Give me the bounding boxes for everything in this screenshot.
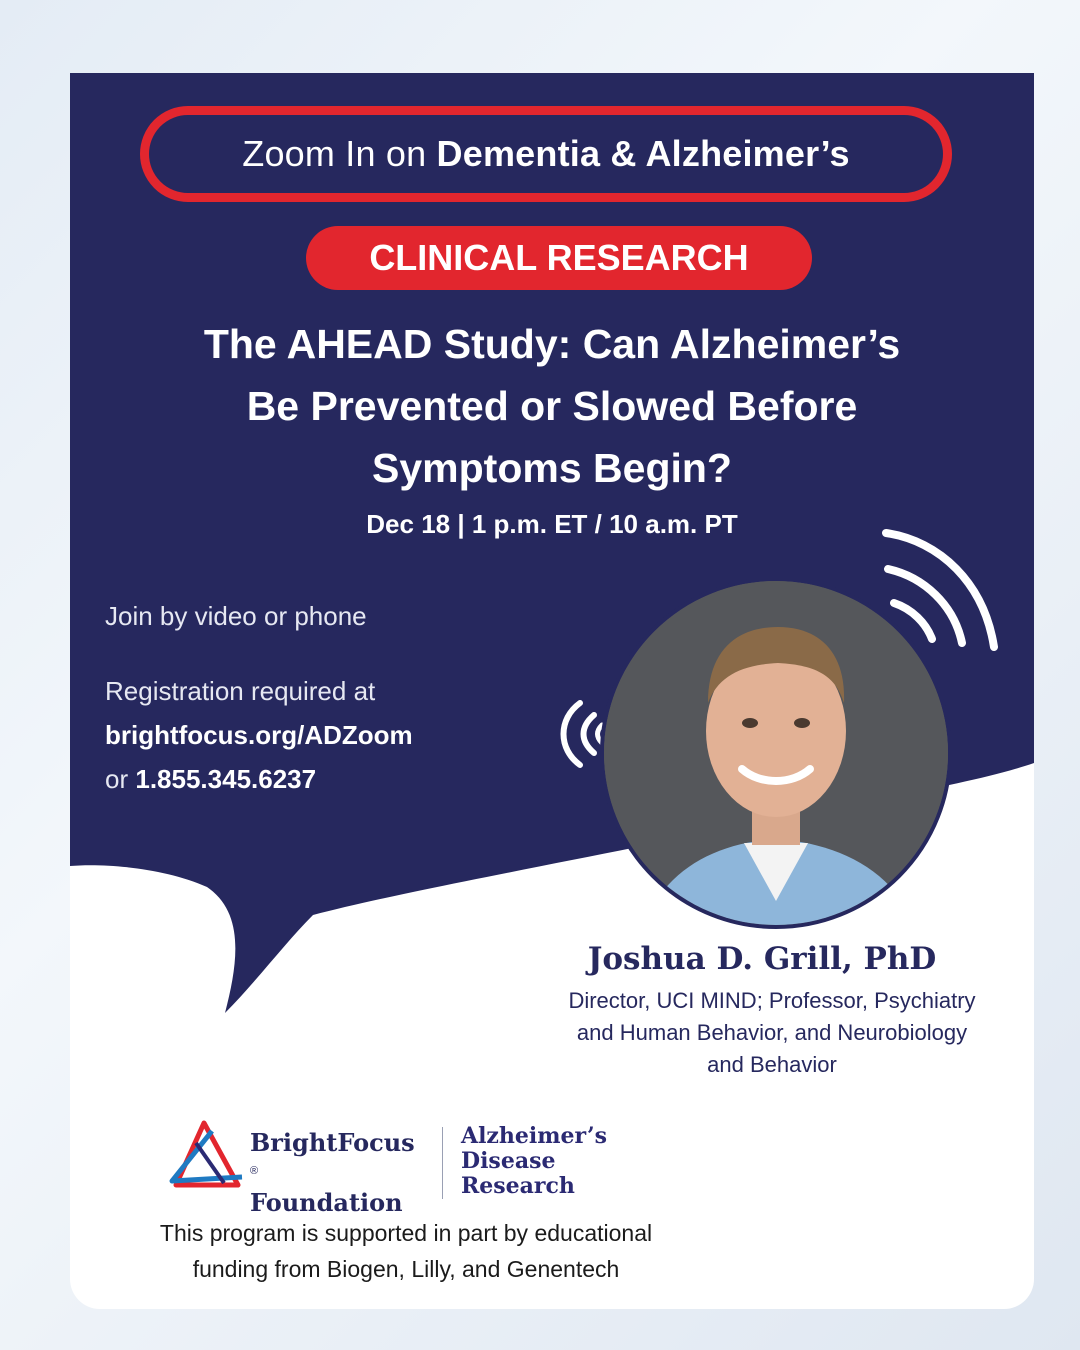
registration-or: or <box>105 764 129 794</box>
logo-divider <box>442 1127 443 1199</box>
event-datetime: Dec 18 | 1 p.m. ET / 10 a.m. PT <box>366 509 738 539</box>
speaker-name: Joshua D. Grill, PhD <box>587 941 937 977</box>
logo-program-line: Disease <box>461 1148 556 1174</box>
funding-line: funding from Biogen, Lilly, and Genentech <box>192 1256 620 1282</box>
headline-line: Symptoms Begin? <box>372 445 732 491</box>
speaker-title-line: and Behavior <box>707 1052 837 1077</box>
sound-wave-left-icon <box>544 689 604 779</box>
registration-url-link[interactable]: brightfocus.org/ADZoom <box>105 720 413 750</box>
speaker-title-line: and Human Behavior, and Neurobiology <box>576 1020 968 1045</box>
funding-disclaimer <box>100 1215 712 1287</box>
join-info: Join by video or phone <box>105 601 367 631</box>
registration-lead: Registration required at <box>105 676 376 706</box>
series-prefix: Zoom In on <box>242 133 427 174</box>
headline-line: The AHEAD Study: Can Alzheimer’s <box>203 321 901 367</box>
logo-org-line: Foundation <box>250 1188 403 1217</box>
event-flyer-card <box>70 73 1034 1309</box>
registration-phone-link[interactable]: 1.855.345.6237 <box>135 764 317 794</box>
registration-info <box>105 669 413 801</box>
logo-organization-name <box>250 1129 415 1217</box>
speaker-title-line: Director, UCI MIND; Professor, Psychiatry <box>568 988 976 1013</box>
category-badge: CLINICAL RESEARCH <box>306 226 812 290</box>
funding-line: This program is supported in part by educational <box>159 1220 653 1246</box>
series-topic: Dementia & Alzheimer’s <box>436 133 850 174</box>
logo-org-line: BrightFocus <box>250 1128 415 1157</box>
speaker-photo <box>600 577 952 929</box>
speaker-portrait-image <box>604 581 948 925</box>
logo-program-name <box>461 1124 607 1199</box>
brightfocus-triangle-logo-icon <box>166 1119 244 1191</box>
headline-line: Be Prevented or Slowed Before <box>246 383 858 429</box>
registered-mark: ® <box>250 1165 259 1177</box>
speaker-title <box>510 985 1034 1081</box>
logo-program-line: Research <box>461 1173 575 1199</box>
event-headline <box>90 313 1014 499</box>
series-title-pill <box>140 106 952 202</box>
logo-program-line: Alzheimer’s <box>461 1123 607 1149</box>
